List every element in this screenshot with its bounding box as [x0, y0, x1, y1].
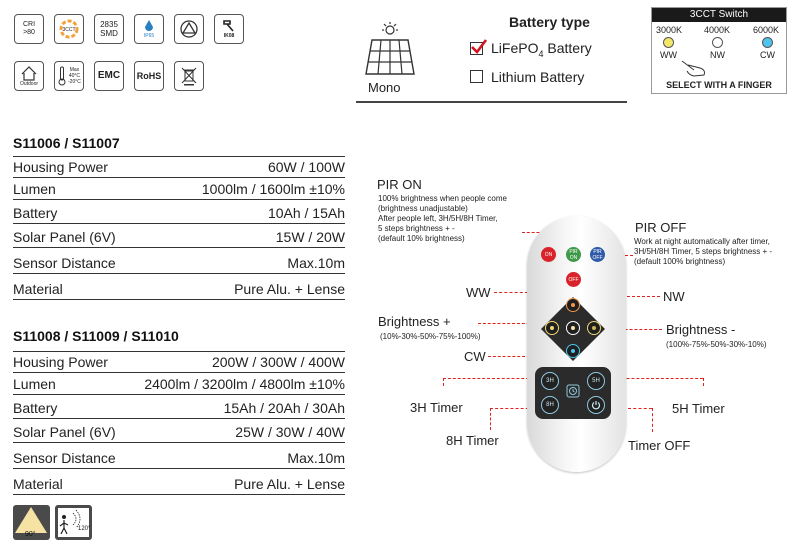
spec-row [13, 373, 345, 395]
off-button[interactable] [566, 272, 581, 287]
pir-on-desc-5: (default 10% brightness) [378, 234, 465, 243]
spec-value: Pure Alu. + Lense [234, 476, 345, 492]
brightness-minus-label: Brightness - [666, 322, 736, 337]
ww-button[interactable] [566, 298, 580, 312]
lifepo4-option[interactable] [491, 40, 592, 59]
lifepo4-tail: Battery [543, 40, 592, 56]
nw-button[interactable] [566, 321, 580, 335]
lifepo4-base: LiFePO [491, 40, 539, 56]
spec-value: 10Ah / 15Ah [267, 205, 345, 221]
brightness-plus-label: Brightness + [378, 314, 451, 329]
spec-label: Sensor Distance [13, 450, 116, 466]
hammer-icon [221, 19, 237, 33]
spec-label: Housing Power [13, 354, 108, 370]
spec-value: 25W / 30W / 40W [235, 424, 345, 440]
off-button-label: OFF [568, 276, 579, 283]
cw-label: CW [464, 349, 486, 364]
spec-label: Solar Panel (6V) [13, 424, 116, 440]
spec-row [13, 156, 345, 178]
smd-2835-icon [94, 14, 124, 44]
spec-value: 1000lm / 1600lm ±10% [201, 181, 345, 197]
timer-3h-top-tick [443, 378, 444, 386]
nw-label: NW [663, 289, 685, 304]
spec-value: 15W / 20W [275, 229, 345, 245]
timer-pad [535, 367, 611, 419]
check-mark-icon [470, 38, 488, 56]
ip65-text: IP65 [143, 33, 155, 39]
crossed-bin-icon [181, 66, 197, 86]
temp-max-label: Max [69, 67, 80, 73]
lens-icon [174, 14, 204, 44]
pir-on-desc-1: 100% brightness when people come [378, 194, 507, 203]
temperature-range [68, 67, 81, 85]
spec-row [13, 200, 345, 224]
battery-type-title: Battery type [509, 14, 590, 30]
lithium-checkbox[interactable] [470, 70, 483, 83]
timer-5h-top-tick [703, 378, 704, 386]
spec-row [13, 274, 345, 300]
brightness-minus-desc: (100%-75%-50%-30%-10%) [666, 340, 767, 349]
pir-on-button[interactable] [566, 247, 581, 262]
pir-on-top-label: PIR [569, 248, 578, 255]
brightness-plus-desc: (10%-30%-50%-75%-100%) [380, 332, 481, 341]
power-icon [591, 400, 601, 410]
cct-dot-cw[interactable] [762, 37, 773, 48]
solar-panel-icon [362, 22, 418, 78]
section-1-title: S11006 / S11007 [13, 135, 120, 151]
timer-5h-button[interactable]: 5H [587, 372, 605, 390]
spec-row [13, 419, 345, 443]
timer-3h-button[interactable]: 3H [541, 372, 559, 390]
spec-row [13, 351, 345, 373]
temp-min: -20°C [68, 79, 81, 85]
timer-3h-top-leader [443, 378, 539, 379]
pir-off-desc-2: 3H/5H/8H Timer, 5 steps brightness + - [634, 247, 773, 256]
timer-8h-tick [490, 408, 491, 430]
timer-8h-button[interactable]: 8H [541, 396, 559, 414]
section-2-title: S11008 / S11009 / S11010 [13, 328, 179, 344]
smd-number: 2835 [100, 20, 118, 29]
brightness-plus-button[interactable] [545, 321, 559, 335]
outdoor-icon [14, 61, 44, 91]
spec-label: Lumen [13, 376, 56, 392]
brightness-down-icon [590, 324, 598, 332]
beam-angle-icon [13, 505, 50, 540]
water-drop-icon [142, 19, 156, 33]
cct-switch-title: 3CCT Switch [652, 8, 786, 22]
spec-row [13, 248, 345, 274]
spec-value: 60W / 100W [267, 159, 345, 175]
cri-icon [14, 14, 44, 44]
lens-glyph [178, 18, 200, 40]
spec-label: Sensor Distance [13, 255, 116, 271]
brightness-up-icon [548, 324, 556, 332]
brightness-minus-button[interactable] [587, 321, 601, 335]
pir-on-bottom-label: ON [569, 254, 578, 261]
pir-off-desc-3: (default 100% brightness) [634, 257, 726, 266]
cct-label-ww: WW [660, 50, 677, 60]
spec-label: Solar Panel (6V) [13, 229, 116, 245]
header-divider [356, 101, 627, 103]
cri-value: >80 [23, 29, 35, 36]
weee-bin-icon [174, 61, 204, 91]
cct-dot-nw[interactable] [712, 37, 723, 48]
spec-label: Battery [13, 205, 58, 221]
pir-off-desc-1: Work at night automatically after timer, [634, 237, 770, 246]
timer-off-tick [652, 408, 653, 432]
3cct-icon [54, 14, 84, 44]
lithium-option[interactable]: Lithium Battery [491, 69, 585, 85]
on-button-label: ON [544, 251, 553, 258]
pir-off-title: PIR OFF [635, 220, 687, 235]
spec-row [13, 469, 345, 495]
spec-row [13, 395, 345, 419]
house-icon [20, 65, 38, 81]
smd-text: SMD [100, 29, 118, 38]
spec-row [13, 224, 345, 248]
pir-off-top-label: PIR [593, 248, 602, 255]
spec-value: Max.10m [287, 450, 345, 466]
pir-on-desc-4: 5 steps brightness + - [378, 224, 455, 233]
pir-off-bottom-label: OFF [592, 254, 603, 261]
pir-on-title: PIR ON [377, 177, 422, 192]
ik08-text: IK08 [223, 33, 235, 39]
lifepo4-checkbox[interactable] [470, 42, 483, 55]
pir-on-desc-2: (brightness unadjustable) [378, 204, 468, 213]
timer-3h-label: 3H Timer [410, 400, 463, 415]
beam-angle-label: 90° [25, 531, 36, 538]
sun-icon [569, 301, 577, 309]
spec-label: Lumen [13, 181, 56, 197]
cct-label-cw: CW [760, 50, 775, 60]
cct-switch-panel [651, 7, 787, 94]
timer-off-button[interactable] [587, 396, 605, 414]
pir-off-button[interactable] [590, 247, 605, 262]
emc-text: EMC [97, 70, 121, 81]
cct-temp-ww: 3000K [656, 25, 683, 35]
temp-max: 40°C [68, 73, 80, 79]
3cct-text: 3CCT [62, 27, 76, 33]
temperature-icon [54, 61, 84, 91]
clock-icon [566, 384, 580, 398]
pir-on-desc-3: After people left, 3H/5H/8H Timer, [378, 214, 498, 223]
solar-type-label: Mono [368, 80, 401, 95]
cct-label-nw: NW [710, 50, 725, 60]
cool-light-icon [569, 347, 577, 355]
spec-label: Material [13, 281, 63, 297]
ww-label: WW [466, 285, 491, 300]
cct-temp-nw: 4000K [704, 25, 731, 35]
motion-sensor-icon [55, 505, 92, 540]
spec-value: Max.10m [287, 255, 345, 271]
pir-sensor-icon [55, 505, 92, 540]
cct-temp-cw: 6000K [753, 25, 780, 35]
spec-value: 15Ah / 20Ah / 30Ah [223, 400, 345, 416]
rohs-text: RoHS [136, 71, 162, 81]
spec-label: Housing Power [13, 159, 108, 175]
on-button[interactable] [541, 247, 556, 262]
spec-value: Pure Alu. + Lense [234, 281, 345, 297]
emc-icon [94, 61, 124, 91]
spec-row [13, 178, 345, 200]
spec-label: Battery [13, 400, 58, 416]
ik08-icon [214, 14, 244, 44]
cct-dot-ww[interactable] [663, 37, 674, 48]
cri-text: CRI [22, 21, 36, 28]
cct-switch-footer: SELECT WITH A FINGER [666, 80, 772, 90]
spec-label: Material [13, 476, 63, 492]
neutral-light-icon [569, 324, 577, 332]
rohs-icon [134, 61, 164, 91]
thermometer-icon [58, 66, 66, 86]
spec-value: 200W / 300W / 400W [211, 354, 345, 370]
spec-row [13, 443, 345, 469]
timer-off-label: Timer OFF [628, 438, 691, 453]
timer-5h-label: 5H Timer [672, 401, 725, 416]
outdoor-text: Outdoor [19, 81, 39, 87]
spec-value: 2400lm / 3200lm / 4800lm ±10% [144, 376, 345, 392]
timer-8h-label: 8H Timer [446, 433, 499, 448]
finger-pointer-icon [680, 58, 710, 78]
pir-angle-label: 120° [78, 526, 91, 532]
cw-button[interactable] [566, 344, 580, 358]
ip65-icon [134, 14, 164, 44]
lifepo4-subscript: 4 [538, 48, 544, 59]
